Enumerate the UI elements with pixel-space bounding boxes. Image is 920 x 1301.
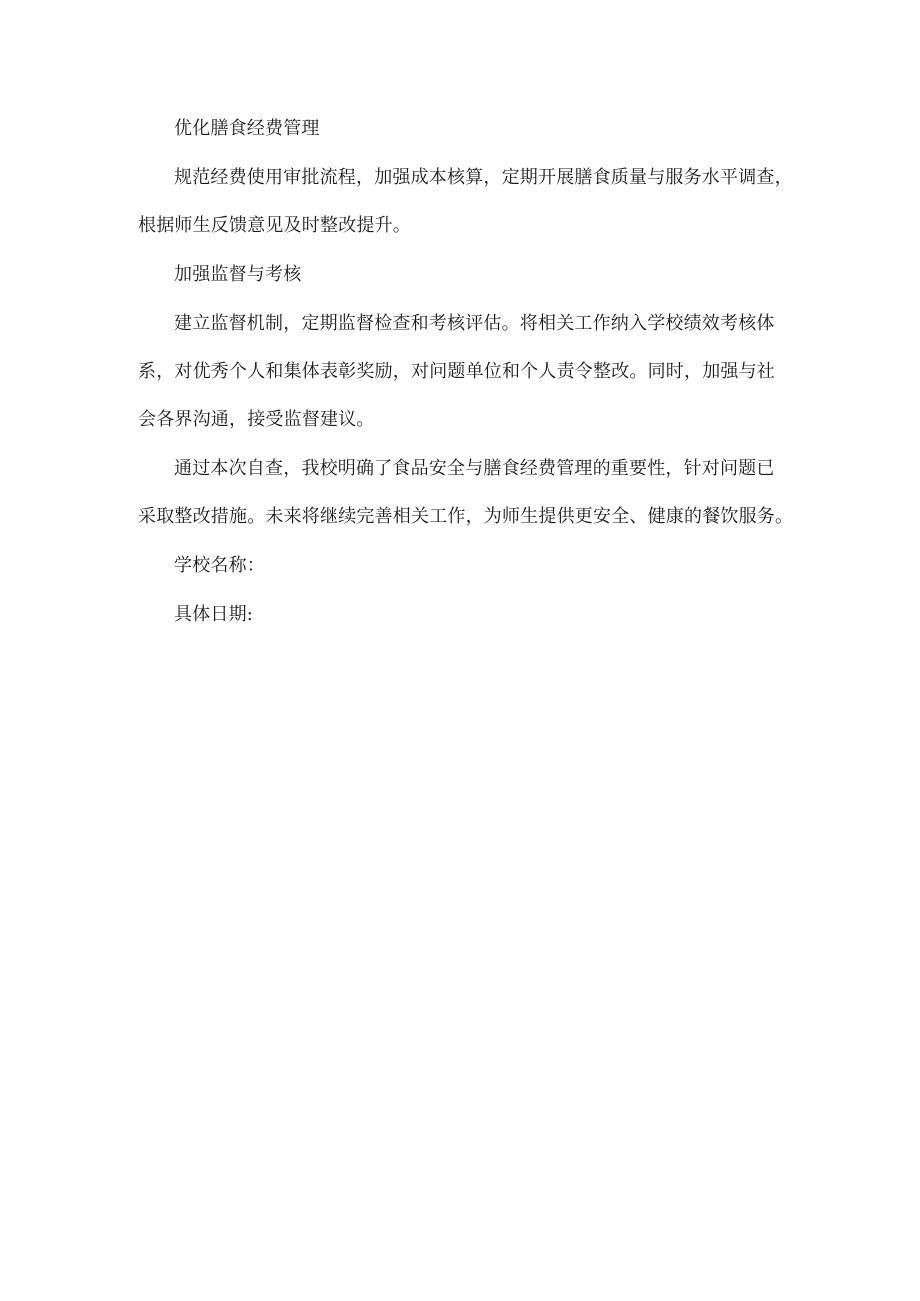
date-label: 具体日期: <box>174 604 254 625</box>
paragraph-line: 通过本次自查，我校明确了食品安全与膳食经费管理的重要性，针对问题已 <box>174 458 775 479</box>
paragraph-line: 系，对优秀个人和集体表彰奖励，对问题单位和个人责令整改。同时，加强与社 <box>138 361 775 382</box>
school-name-label: 学校名称： <box>174 555 265 576</box>
section-heading-budget: 优化膳食经费管理 <box>174 118 320 139</box>
paragraph-line: 规范经费使用审批流程，加强成本核算，定期开展膳食质量与服务水平调查， <box>174 167 793 188</box>
paragraph-line: 会各界沟通，接受监督建议。 <box>138 409 375 430</box>
paragraph-line: 建立监督机制，定期监督检查和考核评估。将相关工作纳入学校绩效考核体 <box>174 313 775 334</box>
section-heading-supervision: 加强监督与考核 <box>174 264 302 285</box>
paragraph-line: 采取整改措施。未来将继续完善相关工作，为师生提供更安全、健康的餐饮服务。 <box>138 506 794 527</box>
paragraph-line: 根据师生反馈意见及时整改提升。 <box>138 215 411 236</box>
document-body <box>138 117 794 627</box>
